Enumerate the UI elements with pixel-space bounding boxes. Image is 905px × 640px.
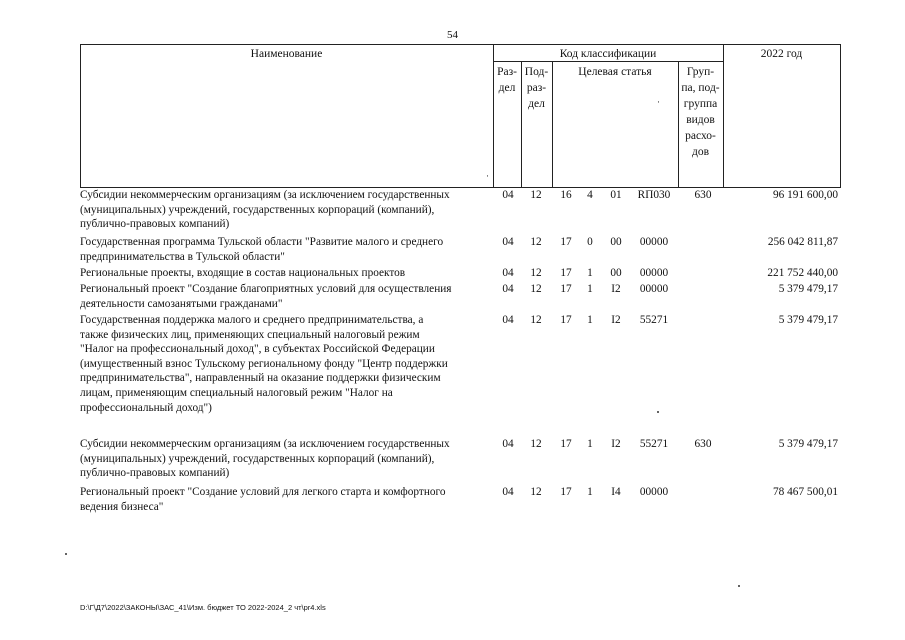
- cell-subprogram: I2: [611, 283, 621, 295]
- cell-direction-code: RП030: [637, 189, 671, 201]
- row-name-line: также физических лиц, применяющих специальный налоговый режим: [80, 328, 420, 341]
- cell-subprogram: 00: [610, 236, 622, 248]
- cell-podrazdel: 12: [530, 486, 542, 498]
- row-name-line: Государственная поддержка малого и среднего предпринимательства, а: [80, 314, 424, 326]
- row-name-line: (имущественный взнос Тульскому региональному фонду "Центр поддержки: [80, 357, 448, 370]
- cell-direction-code: 00000: [639, 236, 669, 248]
- cell-amount: 5 379 479,17: [778, 314, 838, 326]
- row-name: [80, 282, 496, 311]
- cell-podrazdel: 12: [530, 189, 542, 201]
- cell-expense-group: 630: [694, 438, 712, 450]
- table-header: [80, 44, 841, 188]
- row-name-line: профессиональный доход"): [80, 401, 212, 414]
- cell-amount: 5 379 479,17: [778, 438, 838, 450]
- cell-type: 1: [587, 267, 593, 279]
- cell-podrazdel: 12: [530, 283, 542, 295]
- row-name-line: Субсидии некоммерческим организациям (за исключением государственных: [80, 189, 450, 201]
- footer-file-path: D:\Г\Д7\2022\ЗАКОНЫ\ЗАС_41\Изм. бюджет ТО 2022-2024_2 чт\pr4.xls: [80, 603, 326, 612]
- row-name-line: Субсидии некоммерческим организациям (за исключением государственных: [80, 438, 450, 450]
- speck: [657, 411, 659, 413]
- speck: ·: [486, 171, 489, 181]
- cell-subprogram: 00: [610, 267, 622, 279]
- row-name-line: Региональный проект "Создание условий для легкого старта и комфортного: [80, 486, 446, 498]
- row-name-line: ведения бизнеса": [80, 500, 164, 513]
- cell-program: 17: [560, 438, 572, 450]
- header-text: группа: [683, 98, 718, 110]
- row-name-line: лицам, применяющим специальный налоговый режим "Налог на: [80, 386, 393, 399]
- header-text: па, под-: [681, 82, 720, 94]
- cell-program: 17: [560, 486, 572, 498]
- column-header-classification: Код классификации: [559, 48, 657, 60]
- cell-razdel: 04: [502, 267, 514, 279]
- cell-razdel: 04: [502, 314, 514, 326]
- header-border-left: [80, 45, 81, 187]
- cell-direction-code: 00000: [639, 283, 669, 295]
- cell-type: 1: [587, 438, 593, 450]
- row-name-line: предпринимательства", направленный на оказание поддержки физическим: [80, 372, 441, 385]
- header-text: Под-: [524, 66, 549, 78]
- header-text: дел: [528, 98, 545, 110]
- header-text: Раз-: [497, 66, 517, 78]
- header-text: видов: [686, 114, 715, 126]
- page-number: 54: [447, 29, 458, 41]
- cell-program: 17: [560, 267, 572, 279]
- cell-program: 17: [560, 314, 572, 326]
- column-header-razdel: [493, 64, 521, 96]
- cell-type: 4: [587, 189, 593, 201]
- column-header-podrazdel: [521, 64, 552, 112]
- row-name-line: (муниципальных) учреждений, государственных корпораций (компаний),: [80, 203, 435, 216]
- row-name-line: публично-правовых компаний): [80, 218, 230, 231]
- cell-razdel: 04: [502, 236, 514, 248]
- row-name-line: деятельности самозанятыми гражданами": [80, 297, 283, 310]
- cell-direction-code: 00000: [639, 267, 669, 279]
- cell-subprogram: I4: [611, 486, 621, 498]
- speck: [738, 585, 740, 587]
- header-text: Груп-: [686, 66, 715, 78]
- row-name-line: (муниципальных) учреждений, государственных корпораций (компаний),: [80, 452, 435, 465]
- cell-direction-code: 00000: [639, 486, 669, 498]
- cell-podrazdel: 12: [530, 236, 542, 248]
- row-name-line: Региональные проекты, входящие в состав национальных проектов: [80, 267, 406, 279]
- cell-podrazdel: 12: [530, 314, 542, 326]
- row-name-line: предпринимательства в Тульской области": [80, 250, 285, 263]
- cell-type: 0: [587, 236, 593, 248]
- cell-podrazdel: 12: [530, 267, 542, 279]
- cell-amount: 221 752 440,00: [767, 267, 838, 279]
- row-name: [80, 313, 496, 415]
- header-divider: [552, 62, 553, 187]
- cell-direction-code: 55271: [639, 314, 669, 326]
- column-header-target-article: Целевая статья: [578, 66, 652, 78]
- cell-direction-code: 55271: [639, 438, 669, 450]
- row-name-line: Государственная программа Тульской области "Развитие малого и среднего: [80, 236, 444, 248]
- column-header-name: Наименование: [250, 48, 323, 60]
- row-name-line: "Налог на профессиональный доход", в субъектах Российской Федерации: [80, 343, 435, 356]
- row-name: [80, 437, 496, 481]
- speck: ·: [657, 97, 660, 107]
- cell-amount: 256 042 811,87: [767, 236, 838, 248]
- cell-podrazdel: 12: [530, 438, 542, 450]
- cell-amount: 5 379 479,17: [778, 283, 838, 295]
- column-header-year: 2022 год: [760, 48, 803, 60]
- header-divider: [723, 45, 724, 187]
- cell-razdel: 04: [502, 486, 514, 498]
- row-name: [80, 485, 496, 514]
- cell-program: 17: [560, 236, 572, 248]
- cell-type: 1: [587, 486, 593, 498]
- header-text: раз-: [526, 82, 547, 94]
- row-name-line: Региональный проект "Создание благоприятных условий для осуществления: [80, 283, 452, 295]
- header-border-right: [840, 45, 841, 187]
- cell-expense-group: 630: [694, 189, 712, 201]
- column-header-group: [678, 64, 723, 160]
- speck: [65, 553, 67, 555]
- cell-program: 17: [560, 283, 572, 295]
- cell-razdel: 04: [502, 189, 514, 201]
- cell-amount: 96 191 600,00: [773, 189, 838, 201]
- cell-razdel: 04: [502, 283, 514, 295]
- row-name: [80, 266, 496, 281]
- row-name: [80, 188, 496, 232]
- cell-type: 1: [587, 314, 593, 326]
- cell-razdel: 04: [502, 438, 514, 450]
- header-text: дов: [691, 146, 710, 158]
- header-text: дел: [498, 82, 516, 94]
- cell-subprogram: I2: [611, 314, 621, 326]
- cell-amount: 78 467 500,01: [773, 486, 838, 498]
- cell-program: 16: [560, 189, 572, 201]
- cell-subprogram: I2: [611, 438, 621, 450]
- cell-type: 1: [587, 283, 593, 295]
- header-text: расхо-: [685, 130, 716, 142]
- row-name-line: публично-правовых компаний): [80, 467, 230, 480]
- row-name: [80, 235, 496, 264]
- cell-subprogram: 01: [610, 189, 622, 201]
